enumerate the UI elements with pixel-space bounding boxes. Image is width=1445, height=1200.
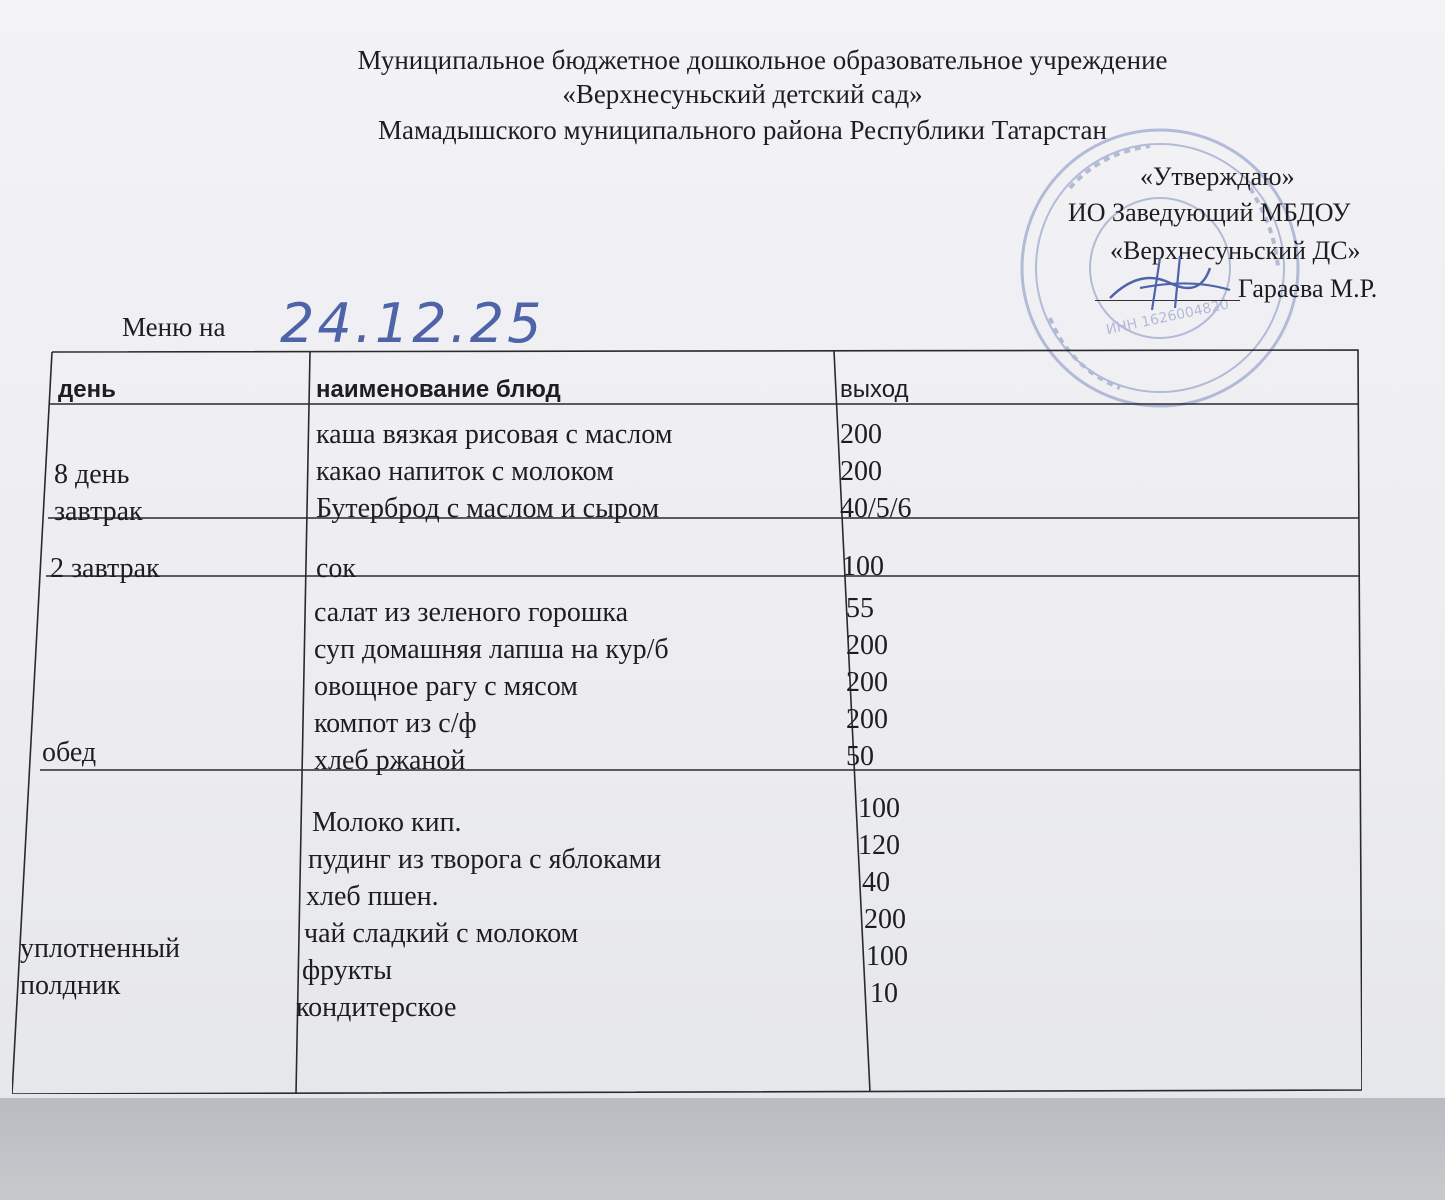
output-value: 40/5/6 xyxy=(840,493,912,524)
org-name-line-3: Мамадышского муниципального района Республики Татарстан xyxy=(378,115,1107,145)
meal-label: 8 день xyxy=(54,459,130,490)
dish-item: салат из зеленого горошка xyxy=(314,597,629,628)
dish-item: чай сладкий с молоком xyxy=(304,918,579,949)
output-value: 200 xyxy=(864,904,906,935)
dish-cell-afternoon-snack xyxy=(296,804,662,1026)
meal-cell-breakfast xyxy=(54,456,143,530)
dish-item: хлеб ржаной xyxy=(314,745,466,776)
dish-cell-breakfast xyxy=(316,416,672,527)
header-output: выход xyxy=(840,376,909,403)
meal-label: полдник xyxy=(20,970,121,1001)
dish-item: Бутерброд с маслом и сыром xyxy=(316,493,660,524)
output-value: 120 xyxy=(858,830,900,861)
org-name-line-1: Муниципальное бюджетное дошкольное образовательное учреждение xyxy=(357,45,1168,75)
output-cell-breakfast xyxy=(840,416,912,527)
handwritten-signature xyxy=(1100,248,1240,318)
output-value: 200 xyxy=(846,630,888,661)
menu-label: Меню на xyxy=(122,312,226,342)
meal-label: 2 завтрак xyxy=(50,553,160,584)
dish-item: фрукты xyxy=(302,955,393,986)
meal-label: обед xyxy=(42,737,97,768)
stamp-inn-text: ИНН 1626004820 xyxy=(1104,296,1231,339)
output-value: 10 xyxy=(870,978,898,1009)
dish-item: сок xyxy=(316,553,357,584)
header-day: день xyxy=(58,376,116,403)
output-value: 100 xyxy=(866,941,908,972)
dish-item: Молоко кип. xyxy=(312,807,462,838)
menu-table-grid xyxy=(12,346,1362,1094)
output-value: 200 xyxy=(846,667,888,698)
approval-organization: «Верхнесуньский ДС» xyxy=(1110,236,1361,265)
header-dish: наименование блюд xyxy=(316,376,561,403)
output-value: 200 xyxy=(846,704,888,735)
output-cell-second-breakfast xyxy=(842,548,884,585)
handwritten-menu-date: 24.12.25 xyxy=(280,292,545,355)
output-value: 55 xyxy=(846,593,874,624)
output-value: 100 xyxy=(858,793,900,824)
output-value: 200 xyxy=(840,456,882,487)
dish-item: пудинг из творога с яблоками xyxy=(308,844,662,875)
output-value: 200 xyxy=(840,419,882,450)
meal-label: завтрак xyxy=(54,496,143,527)
meal-cell-second-breakfast xyxy=(50,550,160,587)
output-cell-afternoon-snack xyxy=(858,790,908,1012)
dish-item: овощное рагу с мясом xyxy=(314,671,578,702)
meal-cell-afternoon-snack xyxy=(20,930,180,1004)
table-surface xyxy=(0,1098,1445,1200)
approval-position: ИО Заведующий МБДОУ xyxy=(1068,198,1351,227)
approver-name: Гараева М.Р. xyxy=(1238,274,1378,303)
output-cell-lunch xyxy=(846,590,888,775)
output-value: 50 xyxy=(846,741,874,772)
meal-cell-lunch xyxy=(42,734,96,771)
output-value: 100 xyxy=(842,551,884,582)
dish-cell-lunch xyxy=(314,594,669,779)
dish-item: суп домашняя лапша на кур/б xyxy=(314,634,669,665)
dish-cell-second-breakfast xyxy=(316,550,356,587)
approval-title: «Утверждаю» xyxy=(1140,162,1295,191)
dish-item: какао напиток с молоком xyxy=(316,456,614,487)
dish-item: кондитерское xyxy=(296,992,457,1023)
output-value: 40 xyxy=(862,867,890,898)
dish-item: хлеб пшен. xyxy=(306,881,439,912)
org-name-line-2: «Верхнесуньский детский сад» xyxy=(562,79,923,109)
dish-item: компот из с/ф xyxy=(314,708,477,739)
dish-item: каша вязкая рисовая с маслом xyxy=(316,419,673,450)
meal-label: уплотненный xyxy=(20,933,181,964)
